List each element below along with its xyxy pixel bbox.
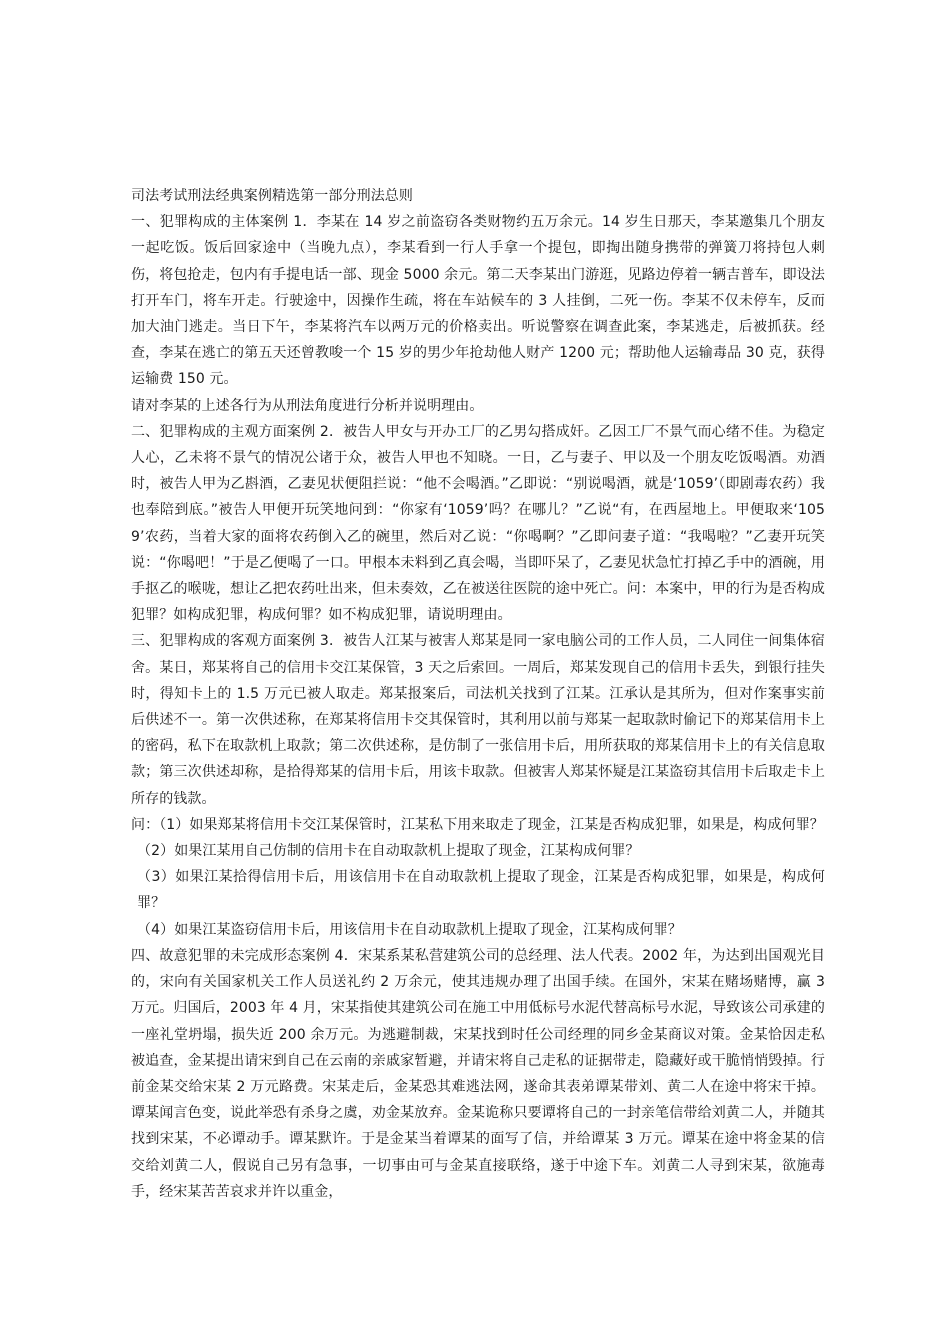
case-2-paragraph: 二、犯罪构成的主观方面案例 2．被告人甲女与开办工厂的乙男勾搭成奸。乙因工厂不景气而心绪不佳。为稳定人心，乙未将不景气的情况公诸于众，被告人甲也不知晓。一日，乙与妻子、甲以及一个朋友吃饭喝酒。劝酒时，被告人甲为乙斟酒，乙妻见状便阻拦说：“他不会喝酒。”乙即说：“别说喝酒，就是‘1059’（即剧毒农药）我也奉陪到底。”被告人甲便开玩笑地问到：“你家有‘1059’吗？在哪儿？”乙说“有，在西屋地上。甲便取来‘1059’农药，当着大家的面将农药倒入乙的碗里，然后对乙说：“你喝啊？”乙即问妻子道：“我喝啦？”乙妻开玩笑说：“你喝吧！”于是乙便喝了一口。甲根本未料到乙真会喝，当即吓呆了，乙妻见状急忙打掉乙手中的酒碗，用手抠乙的喉咙，想让乙把农药吐出来，但未奏效，乙在被送往医院的途中死亡。问：本案中，甲的行为是否构成犯罪？如构成犯罪，构成何罪？如不构成犯罪，请说明理由。 bbox=[131, 423, 825, 624]
case-4-paragraph: 四、故意犯罪的未完成形态案例 4．宋某系某私营建筑公司的总经理、法人代表。2002 年，为达到出国观光目的，宋向有关国家机关工作人员送礼约 2 万余元，使其违规办理了出国手续。在国外，宋某在赌场赌博，赢 3 万元。归国后，2003 年 4 月，宋某指使其建筑公司在施工中用低标号水泥代替高标号水泥，导致该公司承建的一座礼堂坍塌，损失近 200 余万元。为逃避制裁，宋某找到时任公司经理的同乡金某商议对策。金某恰因走私被追查，金某提出请宋到自己在云南的亲戚家暂避，并请宋将自己走私的证据带走，隐藏好或干脆悄悄毁掉。行前金某交给宋某 2 万元路费。宋某走后，金某恐其难逃法网，遂命其表弟谭某带刘、黄二人在途中将宋干掉。谭某闻言色变，说此举恐有杀身之虞，劝金某放弃。金某诡称只要谭将自己的一封亲笔信带给刘黄二人，并随其找到宋某，不必谭动手。谭某默许。于是金某当着谭某的面写了信，并给谭某 3 万元。谭某在途中将金某的信交给刘黄二人，假说自己另有急事，一切事由可与金某直接联络，遂于中途下车。刘黄二人寻到宋某，欲施毒手，经宋某苦苦哀求并许以重金， bbox=[131, 947, 825, 1200]
case-3-question-2: （2）如果江某用自己仿制的信用卡在自动取款机上提取了现金，江某构成何罪？ bbox=[137, 843, 640, 860]
case-1-paragraph: 一、犯罪构成的主体案例 1．李某在 14 岁之前盗窃各类财物约五万余元。14 岁生日那天，李某邀集几个朋友一起吃饭。饭后回家途中（当晚九点），李某看到一行人手拿一个提包，即掏出随身携带的弹簧刀将持包人刺伤，将包抢走，包内有手提电话一部、现金 5000 余元。第二天李某出门游逛，见路边停着一辆吉普车，即设法打开车门，将车开走。行驶途中，因操作生疏，将在车站候车的 3 人挂倒，二死一伤。李某不仅未停车，反而加大油门逃走。当日下午，李某将汽车以两万元的价格卖出。听说警察在调查此案，李某逃走，后被抓获。经查，李某在逃亡的第五天还曾教唆一个 15 岁的男少年抢劫他人财产 1200 元；帮助他人运输毒品 30 克，获得运输费 150 元。 bbox=[131, 214, 825, 388]
case-3-question-4: （4）如果江某盗窃信用卡后，用该信用卡在自动取款机上提取了现金，江某构成何罪？ bbox=[137, 921, 682, 938]
case-3-paragraph: 三、犯罪构成的客观方面案例 3．被告人江某与被害人郑某是同一家电脑公司的工作人员，二人同住一间集体宿舍。某日，郑某将自己的信用卡交江某保管，3 天之后索回。一周后，郑某发现自己的信用卡丢失，到银行挂失时，得知卡上的 1.5 万元已被人取走。郑某报案后，司法机关找到了江某。江承认是其所为，但对作案事实前后供述不一。第一次供述称，在郑某将信用卡交其保管时，其利用以前与郑某一起取款时偷记下的郑某信用卡上的密码，私下在取款机上取款；第二次供述称，是仿制了一张信用卡后，用所获取的郑某信用卡上的有关信息取款；第三次供述却称，是拾得郑某的信用卡后，用该卡取款。但被害人郑某怀疑是江某盗窃其信用卡后取走卡上所存的钱款。 bbox=[131, 633, 825, 807]
document-title: 司法考试刑法经典案例精选第一部分刑法总则 bbox=[131, 188, 413, 204]
case-3-question-1: 问：（1）如果郑某将信用卡交江某保管时，江某私下用来取走了现金，江某是否构成犯罪，如果是，构成何罪？ bbox=[131, 816, 824, 833]
case-3-question-3: （3）如果江某拾得信用卡后，用该信用卡在自动取款机上提取了现金，江某是否构成犯罪，如果是，构成何罪？ bbox=[137, 869, 825, 912]
case-1-question: 请对李某的上述各行为从刑法角度进行分析并说明理由。 bbox=[131, 397, 484, 414]
document-body bbox=[131, 183, 825, 1205]
